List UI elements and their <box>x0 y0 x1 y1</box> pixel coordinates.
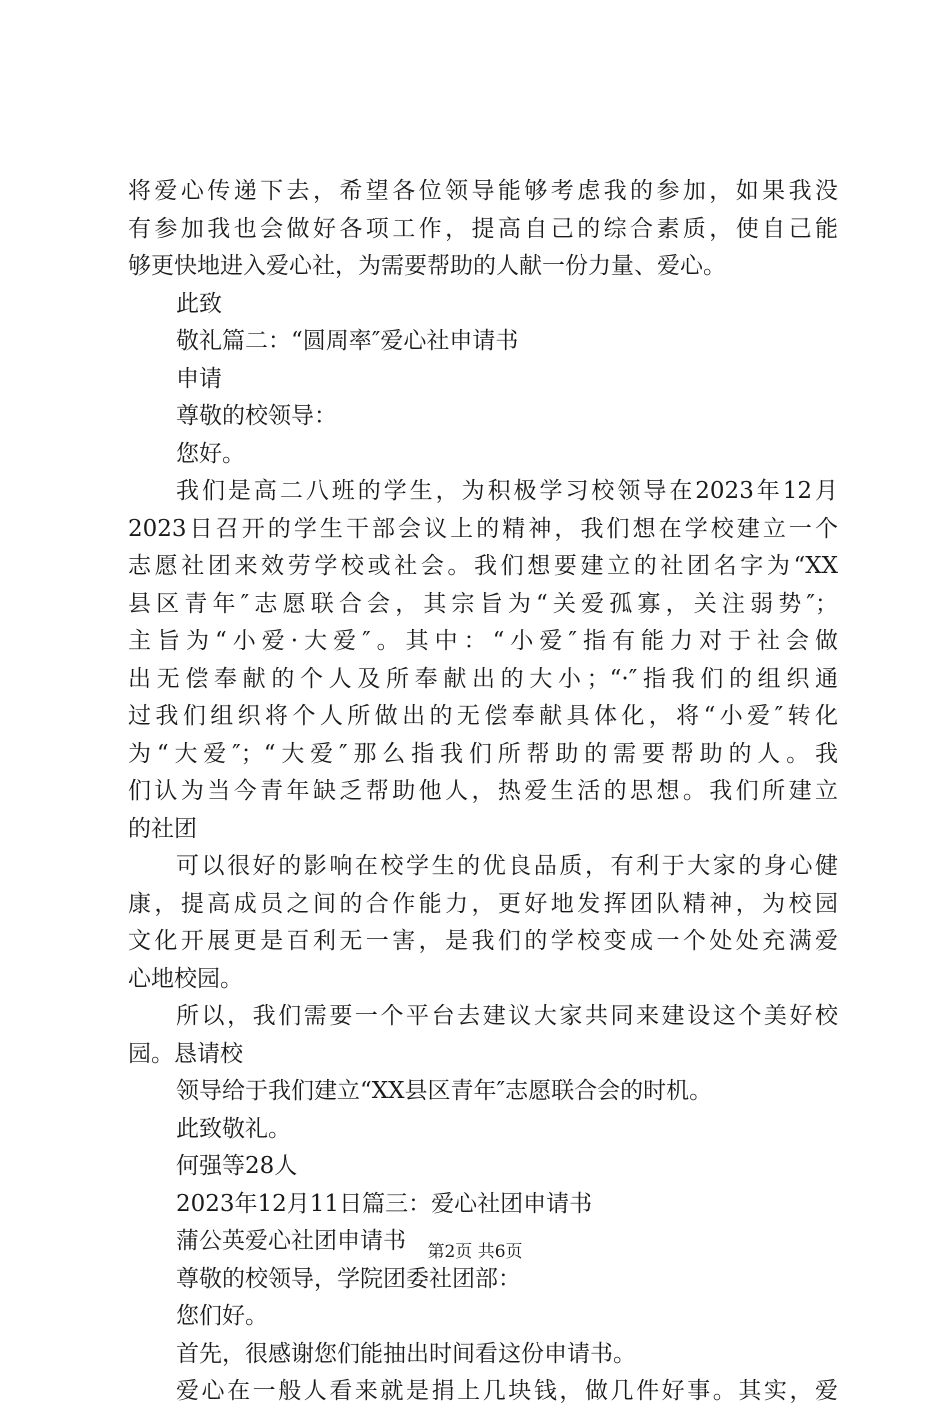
text-line: 过我们组织将个人所做出的无偿奉献具体化，将“小爱″转化 <box>128 703 838 729</box>
text-line: 我们是高二八班的学生，为积极学习校领导在2023年12月 <box>176 478 838 504</box>
text-line: 够更快地进入爱心社，为需要帮助的人献一份力量、爱心。 <box>128 253 726 279</box>
text-line: 可以很好的影响在校学生的优良品质，有利于大家的身心健 <box>176 853 838 879</box>
section-heading-line: 2023年12月11日篇三：爱心社团申请书 <box>176 1190 593 1217</box>
text-line: 的社团 <box>128 815 197 842</box>
greeting-line: 您好。 <box>176 440 245 467</box>
salutation-line: 尊敬的校领导： <box>176 403 337 429</box>
text-line: 们认为当今青年缺乏帮助他人，热爱生活的思想。我们所建立 <box>128 778 838 804</box>
text-line: 申请 <box>176 365 222 392</box>
closing-line: 此致敬礼。 <box>176 1115 291 1142</box>
text-line: 主旨为“小爱·大爱″。其中：“小爱″指有能力对于社会做 <box>128 628 838 654</box>
text-line: 爱心在一般人看来就是捐上几块钱，做几件好事。其实，爱 <box>176 1378 838 1404</box>
page-footer <box>0 1240 950 1264</box>
text-line: 康，提高成员之间的合作能力，更好地发挥团队精神，为校园 <box>128 890 838 917</box>
text-line: 将爱心传递下去，希望各位领导能够考虑我的参加，如果我没 <box>128 178 838 204</box>
text-line: 2023日召开的学生干部会议上的精神，我们想在学校建立一个 <box>128 515 838 542</box>
text-line: 为“大爱″；“大爱″那么指我们所帮助的需要帮助的人。我 <box>128 740 838 767</box>
text-line: 县区青年″志愿联合会，其宗旨为“关爱孤寡，关注弱势″； <box>128 590 838 617</box>
text-line: 出无偿奉献的个人及所奉献出的大小；“·″指我们的组织通 <box>128 665 838 692</box>
page-number-label: 第2页 共6页 <box>427 1242 523 1262</box>
signature-line: 何强等28人 <box>176 1153 298 1179</box>
text-line: 文化开展更是百利无一害，是我们的学校变成一个处处充满爱 <box>128 928 838 954</box>
text-line: 心地校园。 <box>128 965 243 992</box>
greeting-line: 您们好。 <box>176 1303 268 1329</box>
section-title-line: 蒲公英爱心社团申请书 <box>176 1228 406 1254</box>
text-line: 首先，很感谢您们能抽出时间看这份申请书。 <box>176 1340 636 1367</box>
text-line: 所以，我们需要一个平台去建议大家共同来建设这个美好校 <box>176 1003 838 1029</box>
text-line: 志愿社团来效劳学校或社会。我们想要建立的社团名字为“XX <box>128 553 838 579</box>
section-heading-line: 敬礼篇二：“圆周率″爱心社申请书 <box>176 328 519 354</box>
salutation-line: 尊敬的校领导，学院团委社团部： <box>176 1265 521 1292</box>
text-line: 领导给于我们建立“XX县区青年″志愿联合会的时机。 <box>176 1078 713 1104</box>
document-body <box>128 173 838 1411</box>
text-line: 园。恳请校 <box>128 1040 243 1067</box>
text-line: 有参加我也会做好各项工作，提高自己的综合素质，使自己能 <box>128 215 838 242</box>
text-line: 此致 <box>176 290 222 317</box>
